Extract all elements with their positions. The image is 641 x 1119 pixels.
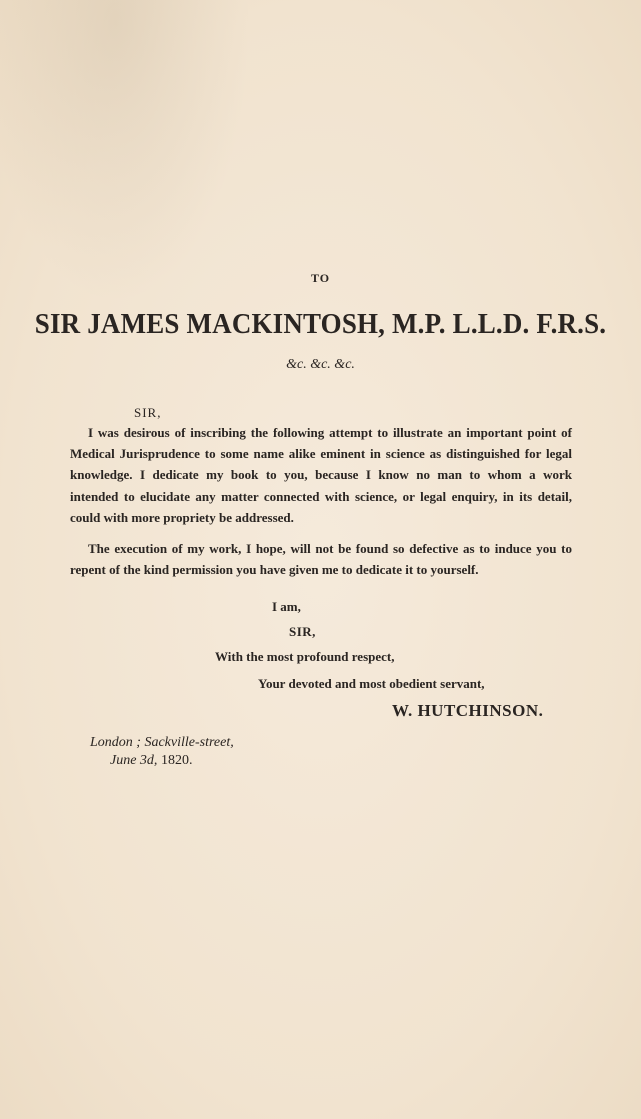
paragraph-line: I was desirous of inscribing the following attempt to illustrate an important point of (88, 425, 572, 440)
date-year: 1820. (160, 753, 193, 768)
paragraph-line: intended to elucidate any matter connected with science, or legal enquiry, in its detail, (70, 488, 572, 504)
salutation: SIR, (134, 405, 162, 420)
dedication-paragraph-1 (70, 422, 572, 528)
etc-line: &c. &c. &c. (286, 357, 355, 372)
dedicatee-name: SIR JAMES MACKINTOSH, M.P. L.L.D. F.R.S. (34, 308, 607, 340)
to-heading: TO (310, 271, 331, 285)
paragraph-line: Medical Jurisprudence to some name alike eminent in science as distinguished for legal (70, 446, 572, 462)
dedication-paragraph-2 (70, 538, 572, 580)
closing-respect: With the most profound respect, (215, 649, 395, 664)
place-line: London ; Sackville-street, (90, 735, 234, 750)
closing-sir: SIR, (289, 624, 316, 639)
closing-i-am: I am, (272, 599, 301, 614)
closing-servant: Your devoted and most obedient servant, (258, 676, 485, 691)
paragraph-line: repent of the kind permission you have given me to dedicate it to yourself. (70, 562, 479, 578)
signature: W. HUTCHINSON. (392, 701, 544, 720)
paragraph-line: could with more propriety be addressed. (70, 509, 294, 525)
paragraph-line: The execution of my work, I hope, will not be found so defective as to induce you to (88, 541, 572, 556)
date-day: June 3d, (110, 753, 158, 768)
date-line (110, 753, 192, 769)
paragraph-line: knowledge. I dedicate my book to you, because I know no man to whom a work (70, 467, 572, 483)
